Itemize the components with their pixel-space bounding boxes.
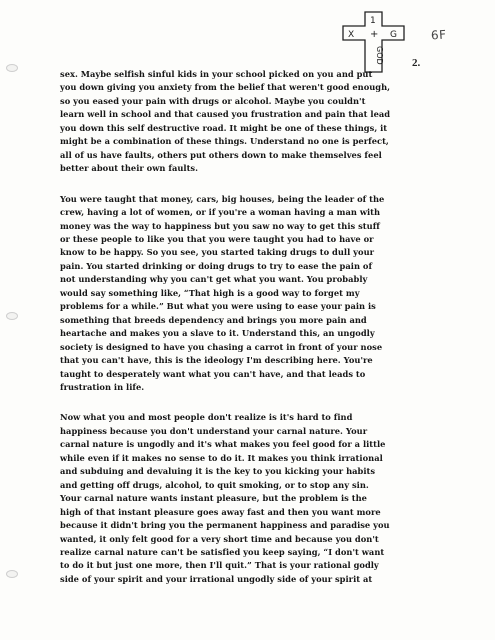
punch-hole-middle: [6, 312, 18, 320]
text-line: not understanding why you can't get what you want. You probably: [60, 274, 368, 285]
text-line: realize carnal nature can't be satisfied you keep saying, “I don't want: [60, 546, 385, 557]
text-line: sex. Maybe selfish sinful kids in your school picked on you and put: [60, 69, 373, 79]
hand-drawn-cross-icon: [340, 10, 408, 74]
paragraph-3: [60, 411, 452, 586]
text-line: wanted, it only felt good for a very short time and because you don't: [60, 533, 379, 544]
text-line: problems for a while.” But what you were using to ease your pain is: [60, 301, 376, 312]
text-line: to do it but just one more, then I'll quit.” That is your rational godly: [60, 560, 379, 571]
text-line: crew, having a lot of women, or if you're a woman having a man with: [60, 207, 381, 218]
text-line: frustration in life.: [60, 381, 145, 392]
text-line: heartache and makes you a slave to it. Understand this, an ungodly: [60, 328, 375, 339]
text-line: high of that instant pleasure goes away fast and then you want more: [60, 506, 381, 517]
text-line: side of your spirit and your irrational ungodly side of your spirit at: [60, 573, 373, 584]
text-line: and getting off drugs, alcohol, to quit smoking, or to stop any sin.: [60, 479, 369, 490]
cross-right-letter: G: [390, 30, 397, 40]
text-line: better about their own faults.: [60, 163, 199, 174]
paragraph-2: [60, 193, 452, 395]
text-line: carnal nature is ungodly and it's what makes you feel good for a little: [60, 439, 386, 450]
text-line: happiness because you don't understand your carnal nature. Your: [60, 425, 368, 436]
cross-left-letter: X: [348, 30, 355, 40]
text-line: pain. You started drinking or doing drugs to try to ease the pain of: [60, 260, 373, 271]
text-line: You were taught that money, cars, big houses, being the leader of the: [60, 193, 385, 204]
text-line: because it didn't bring you the permanent happiness and paradise you: [60, 520, 390, 531]
text-line: and subduing and devaluing it is the key to you kicking your habits: [60, 466, 376, 477]
text-line: learn well in school and that caused you frustration and pain that lead: [60, 109, 391, 120]
page-number: 2.: [412, 57, 421, 69]
text-line: might be a combination of these things. Understand no one is perfect,: [60, 136, 389, 147]
text-line: or these people to like you that you were taught you had to have or: [60, 233, 374, 244]
cross-top-letter: 1: [370, 16, 376, 26]
text-line: while even if it makes no sense to do it. It makes you think irrational: [60, 452, 383, 463]
cross-center-letter: +: [370, 29, 379, 40]
punch-hole-top: [6, 64, 18, 72]
text-line: all of us have faults, others put others down to make themselves feel: [60, 149, 382, 160]
paragraph-1: [60, 68, 452, 176]
text-line: would say something like, “That high is a good way to forget my: [60, 287, 360, 298]
text-line: so you eased your pain with drugs or alcohol. Maybe you couldn't: [60, 95, 366, 106]
text-line: that you can't have, this is the ideology I'm describing here. You're: [60, 355, 373, 366]
body-text: [60, 68, 452, 603]
text-line: society is designed to have you chasing a carrot in front of your nose: [60, 341, 383, 352]
text-line: Your carnal nature wants instant pleasure, but the problem is the: [60, 493, 367, 504]
text-line: money was the way to happiness but you saw no way to get this stuff: [60, 220, 380, 231]
text-line: Now what you and most people don't realize is it's hard to find: [60, 412, 353, 423]
text-line: know to be happy. So you see, you started taking drugs to dull your: [60, 247, 375, 258]
handwritten-note: 6F: [430, 27, 448, 43]
text-line: you down giving you anxiety from the belief that weren't good enough,: [60, 82, 391, 93]
punch-hole-bottom: [6, 570, 18, 578]
text-line: taught to desperately want what you can't have, and that leads to: [60, 368, 366, 379]
text-line: you down this self destructive road. It might be one of these things, it: [60, 122, 388, 133]
cross-bottom-word: GOD: [375, 46, 384, 65]
text-line: something that breeds dependency and brings you more pain and: [60, 314, 367, 325]
